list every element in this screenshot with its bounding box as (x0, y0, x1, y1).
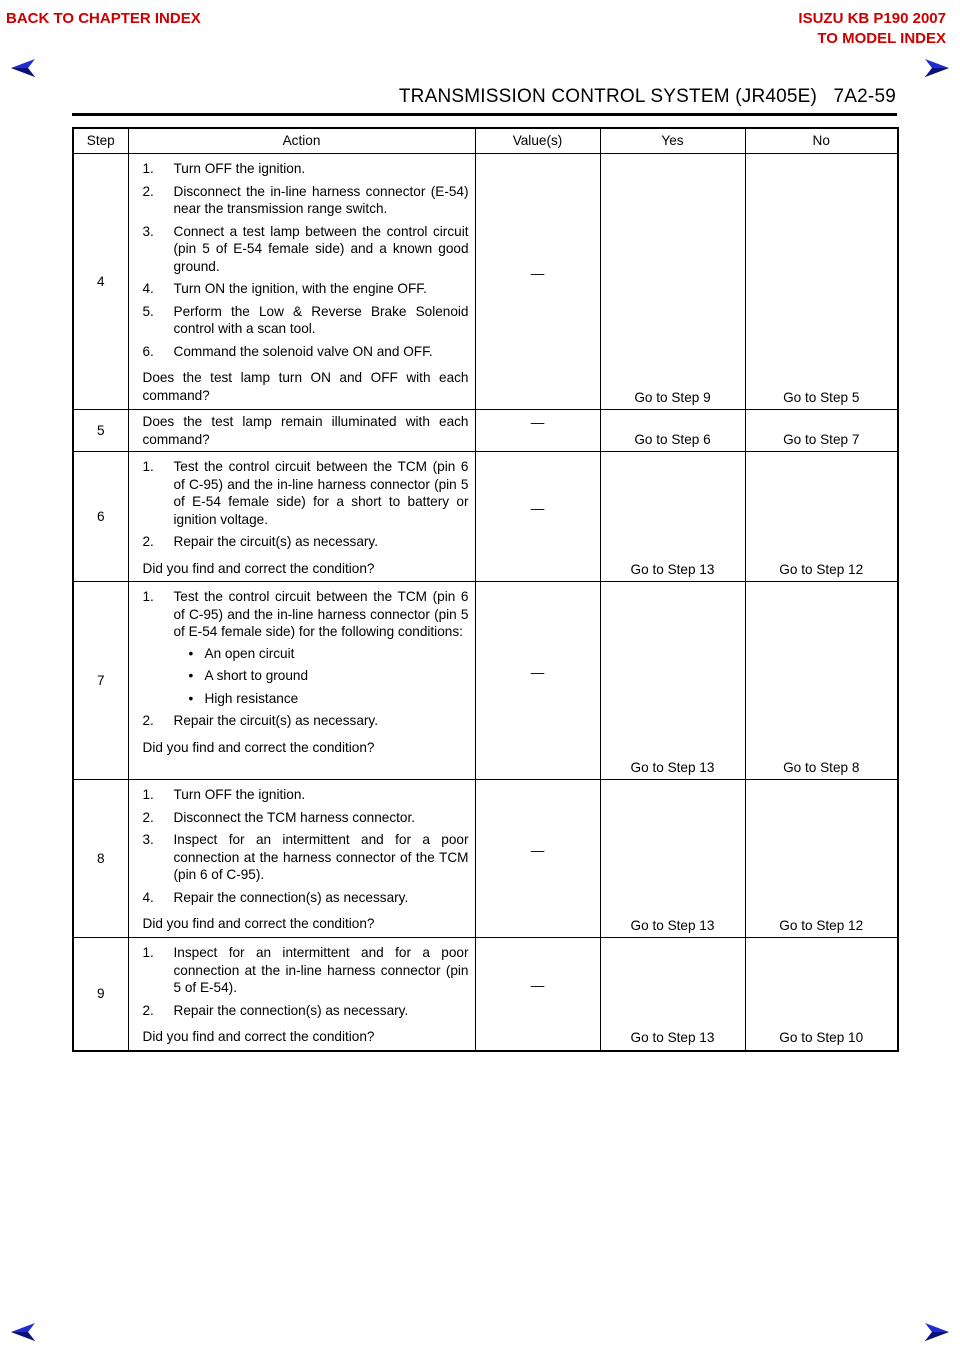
yes-go-to-step-13: Go to Step 13 (600, 780, 745, 938)
action-item (143, 303, 469, 338)
header-rule (72, 113, 897, 116)
table-row-step-9 (73, 938, 898, 1051)
action-item (143, 1002, 469, 1020)
action-cell (128, 780, 475, 938)
yes-go-to-step-6: Go to Step 6 (600, 410, 745, 452)
action-text: Inspect for an intermittent and for a poor connection at the harness connector of the TCM (pin 6 of C-95). (173, 832, 469, 882)
action-text: Turn ON the ignition, with the engine OFF. (173, 281, 427, 296)
previous-page-bottom-arrow-icon[interactable] (10, 1322, 36, 1342)
action-number: 1. (142, 945, 154, 960)
action-question: Did you find and correct the condition? (142, 739, 375, 755)
action-item (143, 343, 469, 361)
table-row-step-7 (73, 582, 898, 780)
action-number: 1. (142, 787, 154, 802)
table-row-step-8 (73, 780, 898, 938)
action-number: 4. (142, 889, 154, 905)
action-text: Turn OFF the ignition. (173, 161, 306, 176)
value-text: — (530, 664, 545, 680)
value-cell (475, 780, 600, 938)
action-item (143, 712, 469, 730)
column-header-step: Step (73, 128, 128, 154)
no-go-to-step-12: Go to Step 12 (745, 452, 898, 582)
action-item (143, 588, 469, 707)
step-number: 9 (73, 938, 128, 1051)
action-item (143, 889, 469, 907)
table-row-step-5 (73, 410, 898, 452)
action-text: Disconnect the TCM harness connector. (173, 809, 416, 825)
action-text: Inspect for an intermittent and for a poor connection at the in-line harness connector (pin 5 of E-54). (173, 945, 469, 995)
action-text: Disconnect the in-line harness connector (E-54) near the transmission range switch. (173, 183, 469, 216)
action-question: Does the test lamp turn ON and OFF with each command? (142, 370, 469, 403)
no-go-to-step-8: Go to Step 8 (745, 582, 898, 780)
action-item (143, 160, 469, 178)
action-number: 6. (142, 343, 154, 359)
action-number: 2. (142, 183, 154, 199)
value-cell (475, 582, 600, 780)
action-cell (128, 938, 475, 1051)
action-question: Did you find and correct the condition? (142, 916, 375, 931)
value-text: — (530, 414, 545, 430)
action-cell (128, 452, 475, 582)
yes-go-to-step-13: Go to Step 13 (600, 938, 745, 1051)
no-go-to-step-7: Go to Step 7 (745, 410, 898, 452)
action-text: Repair the circuit(s) as necessary. (173, 713, 378, 728)
model-title-link[interactable]: ISUZU KB P190 2007 (798, 10, 946, 27)
no-go-to-step-10: Go to Step 10 (745, 938, 898, 1051)
yes-go-to-step-13: Go to Step 13 (600, 452, 745, 582)
action-item (143, 458, 469, 528)
action-cell (128, 582, 475, 780)
table-header-row (73, 128, 898, 154)
action-number: 2. (142, 1002, 154, 1018)
action-item (143, 223, 469, 276)
column-header-no: No (745, 128, 898, 154)
action-text: Repair the circuit(s) as necessary. (173, 534, 378, 549)
table-row-step-4 (73, 154, 898, 410)
action-number: 1. (142, 459, 154, 474)
value-cell (475, 154, 600, 410)
action-text: Test the control circuit between the TCM (pin 6 of C-95) and the in-line harness connector (pin 5 of E-54 female side) for a short to battery or ignition voltage. (173, 459, 469, 527)
step-number: 6 (73, 452, 128, 582)
value-cell (475, 410, 600, 452)
action-number: 2. (142, 809, 154, 825)
bullet-item: • An open circuit (143, 645, 469, 663)
action-number: 4. (142, 281, 154, 296)
previous-page-arrow-icon[interactable] (10, 58, 36, 78)
value-text: — (530, 842, 545, 858)
yes-go-to-step-13: Go to Step 13 (600, 582, 745, 780)
column-header-yes: Yes (600, 128, 745, 154)
no-go-to-step-5: Go to Step 5 (745, 154, 898, 410)
action-number: 1. (142, 161, 154, 176)
action-item (143, 786, 469, 804)
action-item (143, 831, 469, 884)
page-header-title: TRANSMISSION CONTROL SYSTEM (JR405E) 7A2-59 (398, 86, 896, 107)
action-question: Did you find and correct the condition? (142, 560, 375, 576)
action-text: Repair the connection(s) as necessary. (173, 1002, 409, 1018)
column-header-values: Value(s) (475, 128, 600, 154)
step-number: 8 (73, 780, 128, 938)
diagnostic-table (72, 127, 899, 1052)
action-text: Perform the Low & Reverse Brake Solenoid control with a scan tool. (173, 303, 469, 336)
value-cell (475, 938, 600, 1051)
action-text: Connect a test lamp between the control circuit (pin 5 of E-54 female side) and a known good ground. (173, 223, 469, 274)
action-question: Does the test lamp remain illuminated with each command? (142, 414, 469, 447)
action-item (143, 533, 469, 551)
action-text: Turn OFF the ignition. (173, 787, 306, 802)
action-number: 3. (142, 223, 154, 239)
column-header-action: Action (128, 128, 475, 154)
back-to-chapter-index-link[interactable]: BACK TO CHAPTER INDEX (6, 10, 201, 27)
value-cell (475, 452, 600, 582)
to-model-index-link[interactable]: TO MODEL INDEX (817, 30, 946, 47)
next-page-bottom-arrow-icon[interactable] (924, 1322, 950, 1342)
step-number: 5 (73, 410, 128, 452)
action-item (143, 944, 469, 997)
value-text: — (530, 978, 545, 993)
action-number: 2. (142, 534, 154, 549)
action-number: 5. (142, 303, 154, 319)
action-text: Command the solenoid valve ON and OFF. (173, 343, 433, 359)
bullet-item: • High resistance (143, 690, 469, 708)
action-cell (128, 154, 475, 410)
action-item (143, 809, 469, 827)
yes-go-to-step-9: Go to Step 9 (600, 154, 745, 410)
bullet-item: • A short to ground (143, 667, 469, 685)
value-text: — (530, 500, 545, 516)
action-cell (128, 410, 475, 452)
action-number: 2. (142, 713, 154, 728)
action-text: Test the control circuit between the TCM (pin 6 of C-95) and the in-line harness connector (pin 5 of E-54 female side) for the following conditions: (173, 589, 469, 639)
action-question: Did you find and correct the condition? (142, 1029, 375, 1044)
action-number: 3. (142, 832, 154, 847)
value-text: — (530, 265, 545, 281)
table-row-step-6 (73, 452, 898, 582)
next-page-arrow-icon[interactable] (924, 58, 950, 78)
no-go-to-step-12: Go to Step 12 (745, 780, 898, 938)
action-text: Repair the connection(s) as necessary. (173, 889, 409, 905)
step-number: 7 (73, 582, 128, 780)
action-number: 1. (142, 589, 154, 604)
action-item (143, 280, 469, 298)
step-number: 4 (73, 154, 128, 410)
action-item (143, 183, 469, 218)
